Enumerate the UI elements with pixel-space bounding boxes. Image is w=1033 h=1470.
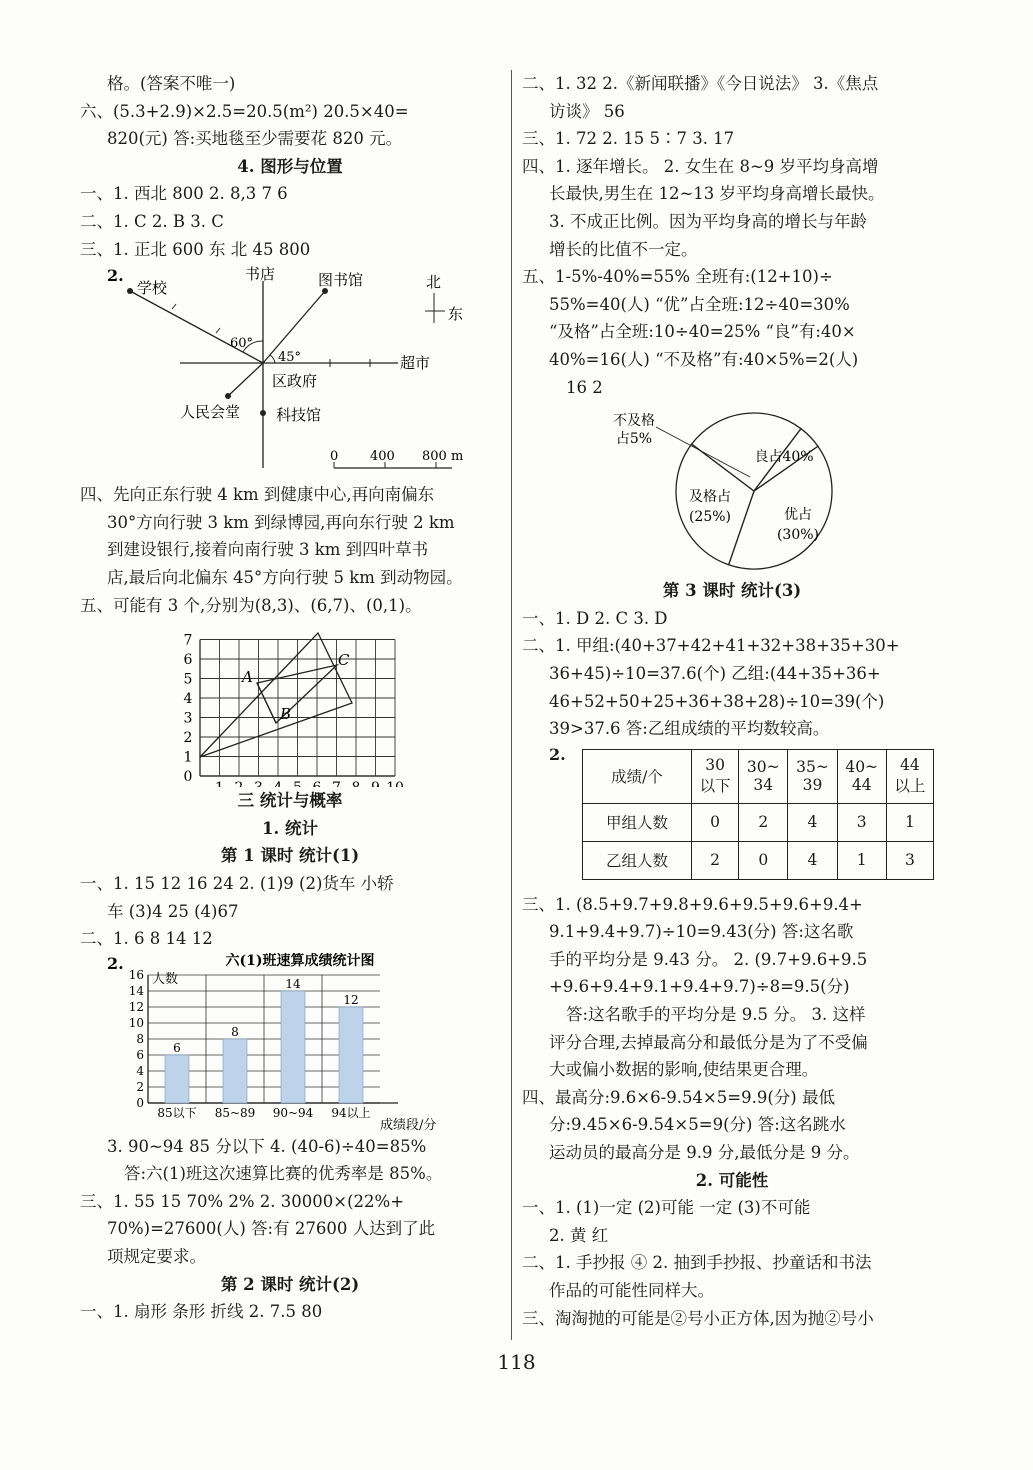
text-line: 大或偏小数据的影响,使结果更合理。 [549, 1060, 819, 1080]
text-line: 55%=40(人) “优”占全班:12÷40=30% [549, 294, 850, 314]
header-text: 44 [900, 756, 920, 775]
text-line: 一、1. D 2. C 3. D [522, 608, 668, 628]
lesson-title: 第 2 课时 统计(2) [220, 1274, 360, 1294]
text-line: 16 2 [566, 377, 603, 397]
x-tick-label [386, 780, 404, 787]
text-line: 店,最后向北偏东 45°方向行驶 5 km 到动物园。 [107, 567, 463, 587]
place-school: 学校 [137, 279, 168, 298]
pie-label: 优占 [784, 507, 812, 524]
lesson-title: 第 3 课时 统计(3) [662, 581, 802, 601]
table-row [583, 841, 934, 879]
y-tick-label: 14 [128, 983, 144, 998]
bar-value-label: 14 [285, 976, 301, 991]
header-text: 以上 [894, 777, 926, 796]
x-tick-label [254, 780, 263, 787]
page-number: 118 [497, 1350, 536, 1374]
bar [339, 1007, 363, 1103]
x-tick-label: 85~89 [214, 1105, 256, 1120]
text-line: 手的平均分是 9.43 分。 2. (9.7+9.6+9.5 [549, 949, 868, 969]
header-cell: 成绩/个 [583, 749, 692, 803]
header-text: 44 [851, 776, 872, 795]
place-library: 图书馆 [318, 271, 364, 290]
pie-label: 不及格 [613, 413, 655, 430]
header-cell [837, 749, 886, 803]
x-tick-label [352, 780, 361, 787]
text-line: “及格”占全班:10÷40=25% “良”有:40× [549, 322, 856, 342]
text-line: 二、1. 6 8 14 12 [80, 929, 213, 949]
bar-value-label: 12 [343, 992, 359, 1007]
x-tick-label: 94以上 [331, 1105, 371, 1120]
coordinate-grid-figure [80, 619, 500, 787]
x-tick-label [332, 780, 341, 787]
table-cell: 乙组人数 [583, 841, 692, 879]
x-tick-label [313, 780, 322, 787]
header-cell [692, 749, 739, 803]
x-tick-label: 90~94 [272, 1105, 314, 1120]
header-text: 39 [802, 776, 823, 795]
angle-45: 45° [278, 350, 302, 366]
header-text: 以下 [699, 777, 731, 796]
table-cell: 0 [692, 803, 739, 841]
table-cell: 3 [886, 841, 933, 879]
text-line: 三、1. 55 15 70% 2% 2. 30000×(22%+ [80, 1191, 405, 1211]
text-line: 作品的可能性同样大。 [549, 1281, 714, 1300]
text-line: 9.1+9.4+9.7)÷10=9.43(分) 答:这名歌 [549, 922, 854, 942]
pie-chart-figure [522, 401, 942, 577]
text-line: 一、1. (1)一定 (2)可能 一定 (3)不可能 [522, 1198, 811, 1218]
text-line: 四、先向正东行驶 4 km 到健康中心,再向南偏东 [80, 485, 435, 505]
table-cell: 甲组人数 [583, 803, 692, 841]
text-line: 四、最高分:9.6×6-9.54×5=9.9(分) 最低 [522, 1087, 835, 1107]
big-triangle [200, 633, 352, 757]
table-number: 2. [549, 744, 566, 764]
pie-label: 良占40% [754, 449, 814, 466]
y-tick-label: 4 [183, 691, 193, 708]
text-line: 答:这名歌手的平均分是 9.5 分。 3. 这样 [566, 1005, 866, 1025]
section-title: 4. 图形与位置 [237, 156, 343, 176]
y-tick-label: 2 [136, 1079, 144, 1094]
table-header-row [583, 749, 934, 803]
hall-point [225, 393, 231, 399]
bar-value-label: 8 [231, 1024, 239, 1039]
text-line: 820(元) 答:买地毯至少需要花 820 元。 [107, 129, 403, 149]
sci-point [260, 410, 266, 416]
text-line: 答:六(1)班这次速算比赛的优秀率是 85%。 [124, 1164, 443, 1184]
text-line: 三、1. 72 2. 15 5∶7 3. 17 [522, 129, 735, 149]
map-label: 2. [107, 266, 124, 286]
text-line: 三、1. (8.5+9.7+9.8+9.6+9.5+9.6+9.4+ [522, 894, 863, 914]
text-line: +9.6+9.4+9.1+9.4+9.7)÷8=9.5(分) [549, 977, 850, 997]
bar-value-label: 6 [173, 1040, 181, 1055]
text-line: 一、1. 15 12 16 24 2. (1)9 (2)货车 小轿 [80, 873, 394, 893]
x-tick-label [215, 780, 224, 787]
x-tick-label [293, 780, 302, 787]
y-tick-label: 6 [136, 1047, 144, 1062]
column-divider [511, 70, 512, 1340]
text-line: 增长的比值不一定。 [549, 239, 698, 259]
position-map [80, 263, 500, 481]
y-tick-label: 4 [136, 1063, 144, 1078]
angle-60: 60° [230, 336, 254, 352]
text-line: 46+52+50+25+36+38+28)÷10=39(个) [549, 691, 885, 711]
y-tick-label: 2 [183, 730, 193, 747]
score-table [582, 749, 934, 880]
scale-400: 400 [370, 449, 395, 465]
y-tick-label: 0 [136, 1095, 144, 1110]
text-line: 评分合理,去掉最高分和最低分是为了不受偏 [549, 1032, 868, 1052]
bar-chart [80, 953, 500, 1133]
scale-800: 800 m [422, 449, 464, 465]
pie-chart [522, 401, 942, 577]
left-column [80, 70, 500, 1326]
table-row [583, 803, 934, 841]
scale-0: 0 [330, 449, 339, 465]
text-line: 二、1. 32 2.《新闻联播》《今日说法》 3.《焦点 [522, 74, 879, 93]
y-tick-label: 0 [183, 769, 193, 786]
table-cell: 0 [739, 841, 788, 879]
header-text: 35~ [796, 758, 829, 777]
position-map-figure [80, 263, 500, 481]
text-line: 30°方向行驶 3 km 到绿博园,再向东行驶 2 km [107, 512, 455, 532]
text-line: 分:9.45×6-9.54×5=9(分) 答:这名跳水 [549, 1115, 846, 1135]
text-line: 六、(5.3+2.9)×2.5=20.5(m²) 20.5×40= [80, 101, 409, 121]
text-line: 项规定要求。 [107, 1247, 206, 1267]
place-supermarket: 超市 [400, 354, 431, 373]
bar-chart-figure [80, 953, 500, 1133]
header-cell [886, 749, 933, 803]
table-cell: 1 [837, 841, 886, 879]
point-a: A [242, 668, 253, 687]
text-line: 长最快,男生在 12~13 岁平均身高增长最快。 [549, 184, 885, 204]
place-sci: 科技馆 [276, 406, 322, 425]
text-line: 运动员的最高分是 9.9 分,最低分是 9 分。 [549, 1143, 860, 1163]
text-line: 2. 黄 红 [549, 1225, 609, 1245]
point-c: C [338, 651, 350, 670]
header-text: 30~ [746, 758, 780, 777]
header-cell [788, 749, 837, 803]
pie-label: (30%) [776, 527, 820, 544]
table-cell: 2 [692, 841, 739, 879]
x-tick-label [371, 780, 380, 787]
text-line: 39>37.6 答:乙组成绩的平均数较高。 [549, 719, 830, 739]
compass-north: 北 [426, 273, 442, 292]
lesson-title: 第 1 课时 统计(1) [220, 846, 360, 866]
y-tick-label: 3 [183, 710, 193, 727]
x-tick-label: 85以下 [157, 1105, 197, 1120]
coordinate-grid [80, 619, 500, 787]
pie-label: 及格占 [689, 489, 731, 506]
text-line: 一、1. 扇形 条形 折线 2. 7.5 80 [80, 1302, 323, 1322]
x-tick-label [235, 780, 244, 787]
y-tick-label: 6 [183, 652, 193, 669]
school-line [130, 291, 263, 363]
section-title: 2. 可能性 [695, 1170, 769, 1190]
text-line: 三、淘淘抛的可能是②号小正方体,因为抛②号小 [522, 1308, 874, 1328]
segment [257, 683, 276, 723]
text-line: 40%=16(人) “不及格”有:40×5%=2(人) [549, 349, 859, 369]
bar [281, 991, 305, 1103]
y-tick-label: 1 [183, 749, 193, 766]
header-text: 40~ [845, 758, 879, 777]
y-tick-label: 16 [128, 967, 144, 982]
angle-arc-45 [270, 355, 275, 363]
text-line: 3. 不成正比例。因为平均身高的增长与年龄 [549, 211, 867, 231]
pie-label: (25%) [688, 509, 732, 526]
table-cell: 1 [886, 803, 933, 841]
y-tick-label: 5 [183, 671, 193, 688]
place-hall: 人民会堂 [180, 403, 241, 422]
x-axis-label: 成绩段/分 [380, 1117, 437, 1133]
text-line: 访谈》 56 [549, 101, 625, 121]
text-line: 四、1. 逐年增长。 2. 女生在 8~9 岁平均身高增 [522, 156, 879, 176]
text-line: 36+45)÷10=37.6(个) 乙组:(44+35+36+ [549, 663, 881, 683]
y-tick-label: 7 [183, 632, 193, 649]
header-text: 34 [753, 776, 774, 795]
sub-title: 1. 统计 [262, 818, 318, 838]
table-cell: 3 [837, 803, 886, 841]
text-line: 三、1. 正北 600 东 北 45 800 [80, 239, 311, 259]
small-triangle [257, 665, 337, 723]
tick [172, 304, 176, 309]
score-table-figure [522, 743, 942, 891]
table-cell: 2 [739, 803, 788, 841]
table-cell: 4 [788, 841, 837, 879]
text-line: 一、1. 西北 800 2. 8,3 7 6 [80, 184, 288, 204]
y-axis-label: 人数 [152, 971, 179, 987]
chart-number: 2. [107, 953, 124, 973]
chart-title: 六(1)班速算成绩统计图 [225, 952, 375, 969]
right-column [522, 70, 942, 1332]
bar [223, 1039, 247, 1103]
table-cell: 4 [788, 803, 837, 841]
place-gov: 区政府 [272, 372, 318, 391]
text-line: 到建设银行,接着向南行驶 3 km 到四叶草书 [107, 540, 429, 560]
y-tick-label: 8 [136, 1031, 144, 1046]
y-tick-label: 10 [128, 1015, 144, 1030]
text-line: 70%)=27600(人) 答:有 27600 人达到了此 [107, 1219, 436, 1239]
x-tick-label [274, 780, 283, 787]
unit-title: 三 统计与概率 [237, 791, 343, 811]
text-line: 五、1-5%-40%=55% 全班有:(12+10)÷ [522, 267, 833, 287]
hall-line [228, 363, 263, 396]
text-line: 二、1. 甲组:(40+37+42+41+32+38+35+30+ [522, 636, 900, 656]
text-line: 五、可能有 3 个,分别为(8,3)、(6,7)、(0,1)。 [80, 595, 422, 615]
text-line: 车 (3)4 25 (4)67 [107, 901, 239, 921]
school-point [127, 288, 133, 294]
bar [165, 1055, 189, 1103]
point-b: B [280, 705, 292, 724]
compass-east: 东 [448, 305, 464, 324]
header-cell [739, 749, 788, 803]
y-tick-label: 12 [128, 999, 144, 1014]
tick [216, 328, 220, 333]
text-line: 二、1. C 2. B 3. C [80, 211, 224, 231]
header-text: 30 [705, 756, 725, 775]
text-line: 格。(答案不唯一) [107, 74, 236, 93]
place-bookstore: 书店 [245, 265, 276, 284]
text-line: 二、1. 手抄报 ④ 2. 抽到手抄报、抄童话和书法 [522, 1253, 872, 1273]
pie-label: 占5% [615, 431, 653, 448]
text-line: 3. 90~94 85 分以下 4. (40-6)÷40=85% [107, 1136, 427, 1156]
